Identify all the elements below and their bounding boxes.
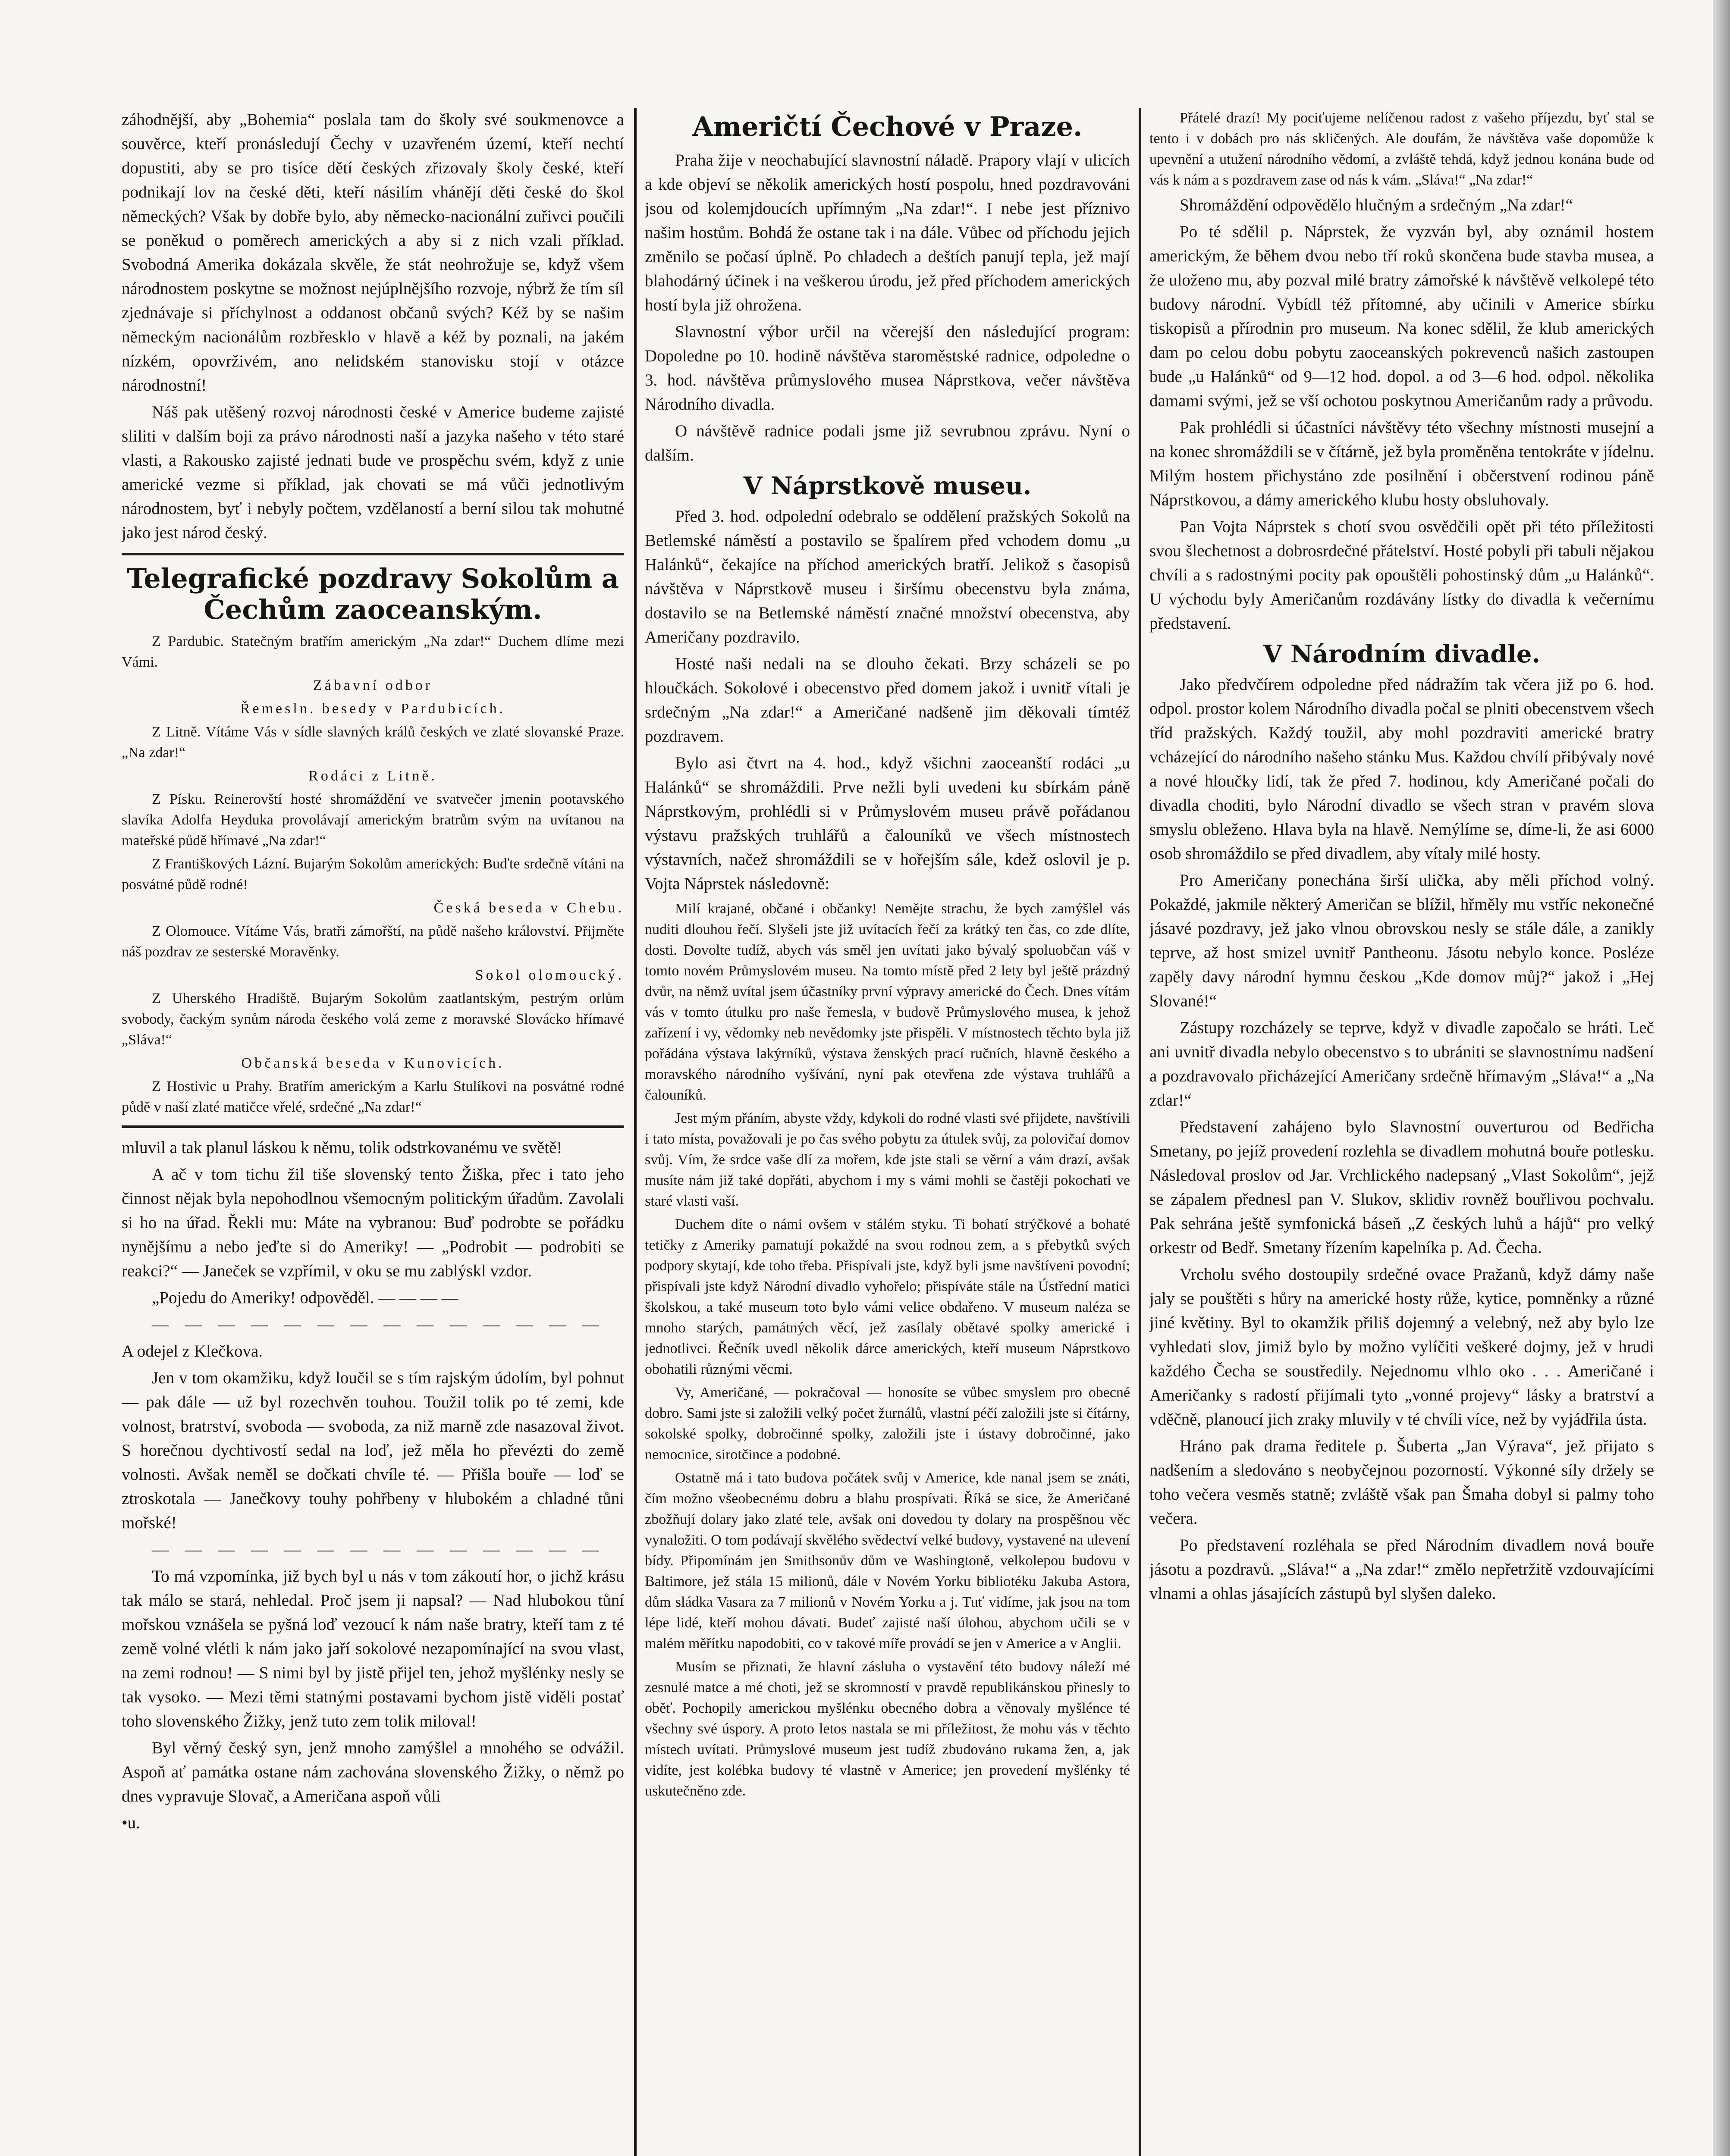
speech-paragraph: Duchem díte o námi ovšem v stálém styku. Ti bohatí strýčkové a bohaté tetičky z Ameriky pamatují pokaždé na svou rodnou zem, a s přebytků svých podpory skytají, kde toho třeba. Přispívali jste, když byli jsme navštíveni povodní; přispívali jste když Národní divadlo vyhořelo; přispíváte stále na Ústřední matici školskou, a také museum toto bylo vámi velice obdařeno. V museum naléza se mnoho starých, památných věcí, jež zasílaly obětavé spolky americké i jednotlivci. Řečník uvedl několik dárce amerických, kteří museum Náprstkovo obohatili různými věcmi. (645, 1216, 1130, 1377)
feuilleton-paragraph: A ač v tom tichu žil tiše slovenský tento Žiška, přec i tato jeho činnost nějak byla nepohodlnou všemocným politickým úřadům. Zavolali si ho na úřad. Řekli mu: Máte na vybranou: Buď podrobte se pořádku nynějšímu a nebo jeďte si do Ameriky! — „Podrobit — podrobiti se reakci?“ — Janeček se vzpřímil, v oku se mu zablýskl vzdor. (122, 1165, 624, 1280)
feuilleton-paragraph: Byl věrný český syn, jenž mnoho zamýšlel a mnohého se odvážil. Aspoň ať památka ostane nám zachována slovenského Žižky, o němž po dnes vypravuje Slovač, a Američana aspoň vůli (122, 1739, 624, 1805)
telegram-section-heading: Telegrafické pozdravy Sokolům a Čechům zaoceanským. (127, 563, 619, 625)
dash-separator: — — — — — — — — — — — — — — (152, 1315, 605, 1334)
telegram-entry: Z Hostivic u Prahy. Bratřím americkým a Karlu Stulíkovi na posvátné rodné půdě v naší zlaté matičce vřelé, srdečné „Na zdar!“ (122, 1078, 624, 1115)
dash-separator: — — — — — — — — — — — — — — (152, 1540, 605, 1559)
feuilleton-paragraph: Jen v tom okamžiku, když loučil se s tím rajským údolím, byl pohnut — pak dále — už byl rozechvěn touhou. Toužil tolik po té zemi, kde volnost, bratrství, svoboda — svoboda, za niž marně zde nasazoval život. S horečnou dychtivostí sedal na loď, jež měla ho převézti do země volnosti. Avšak neměl se dočkati chvíle té. — Přišla bouře — loď se ztroskotala — Janečkovy touhy pohřbeny v hlubokém a chladné tůni mořské! (122, 1369, 624, 1532)
feuilleton-paragraph: mluvil a tak planul láskou k němu, tolik odstrkovanému ve světě! (122, 1138, 562, 1157)
column-rule-1 (634, 108, 637, 2156)
speech-paragraph: Přátelé drazí! My pociťujeme nelíčenou radost z vašeho příjezdu, byť stal se tento i v dobách pro nás skličených. Ale doufám, že návštěva vaše dopomůže k upevnění a utužení národního vědomí, a zvláště tehdá, když jednou konána bude od vás k nám a s pozdravem zase od nás k vám. „Sláva!“ „Na zdar!“ (1149, 110, 1654, 188)
article-paragraph: Shromáždění odpovědělo hlučným a srdečným „Na zdar!“ (1180, 196, 1573, 214)
section-subheading: V Národním divadle. (1263, 640, 1540, 668)
telegram-signature: Rodáci z Litně. (308, 768, 437, 784)
section-divider-rule (122, 1125, 624, 1128)
article-continuation-paragraph: záhodnější, aby „Bohemia“ poslala tam do školy své soukmenovce a souvěrce, kteří pronásledují Čechy v uzavřeném území, kteří nechtí dopustiti, aby se pro tisíce dětí českých zřizovaly školy české, kteří podnikají lov na české děti, kteří násilím vhánějí děti české do škol německých? Však by dobře bylo, aby německo-nacionální zuřivci poučili se poněkud o poměrech amerických a aby si z nich vzali příklad. Svobodná Amerika dokázala skvěle, že stát neohrožuje se, když všem národnostem poskytne se možnost nejúplnějšího rozvoje, nýbrž že tím síl zjednávaje si příchylnost a oddanost občanů svých? Kéž by se našim německým nacionálům rozbřesklo v hlavě a kéž by poznali, na jakém nízkém, opovrživém, ano nelidském stanovisku stojí v otázce národnostní! (122, 110, 624, 395)
article-paragraph: Hosté naši nedali na se dlouho čekati. Brzy scházeli se po hloučkách. Sokolové i obecenstvo před domem jakož i uvnitř vítali je srdečným „Na zdar!“ a Američané nadšeně jim děkovali tímtéž pozdravem. (645, 655, 1130, 746)
article-paragraph: Bylo asi čtvrt na 4. hod., když všichni zaoceanští rodáci „u Halánků“ se shromáždili. Prve nežli byli uvedeni ku sbírkám páně Náprstkovým, prohlédli si v Průmyslovém museu právě pořádanou výstavu pražských truhlářů a čalouníků ve všech místnostech výstavních, načež shromáždili se v hořejším sále, kdež oslovil je p. Vojta Náprstek následovně: (645, 754, 1130, 893)
column-divider-rule (122, 553, 624, 555)
article-headline: Američtí Čechové v Praze. (692, 111, 1083, 142)
telegram-entry: Z Litně. Vítáme Vás v sídle slavných králů českých ve zlaté slovanské Praze. „Na zdar!“ (122, 724, 624, 761)
telegram-signature: Řemesln. besedy v Pardubicích. (240, 701, 506, 717)
speech-paragraph: Milí krajané, občané i občanky! Nemějte strachu, že bych zamýšlel vás nuditi dlouhou řečí. Slyšeli jste již uvítacích řečí za krátký ten čas, co zde dlíte, dosti. Dovolte tudíž, abych vás směl jen uvítati jako bývalý spoluobčan váš v tomto novém Průmyslovém museu. Na tomto místě před 2 lety byl ještě prázdný dvůr, na němž uvítal jsem účastníky první výpravy americké do Čech. Dnes vítám vás v tomto útulku pro naše řemesla, v budově Průmyslového musea, k jehož zařízení i vy, vědomky neb nevědomky jste přispěli. V místnostech těchto byla již pořádána výstava lakýrníků, výstava ženských prací ručních, hlavně českého a moravského národního vyšívání, nyní pak otevřena zde výstava truhlářů a čalouníků. (645, 901, 1130, 1103)
article-paragraph: Vrcholu svého dostoupily srdečné ovace Pražanů, když dámy naše jaly se pouštěti s hůry na americké hosty růže, kytice, pomněnky a různé jiné květiny. Byl to okamžik přiliš dojemný a velebný, než aby bylo lze vyhledati slov, jimiž bylo by možno vylíčiti veškeré dojmy, jež v hrudi každého Čecha se soustředily. Nejednomu vlhlo oko . . . Američané i Američanky s radostí přijímali tyto „vonné projevy“ lásky a bratrství a vděčně, planoucí jich zraky mluvily v té chvíli více, než by vyjádřila ústa. (1149, 1265, 1654, 1429)
column-rule-2 (1139, 108, 1141, 2156)
telegram-entry: Z Pardubic. Statečným bratřím americkým „Na zdar!“ Duchem dlíme mezi Vámi. (122, 633, 624, 670)
telegram-entry: Z Písku. Reinerovští hosté shromáždění ve svatvečer jmenin pootavského slavíka Adolfa Heyduka provolávají americkým bratrům svým na uvítanou na mateřské půdě hřímavé „Na zdar!“ (122, 791, 624, 849)
telegram-signature: Občanská beseda v Kunovicích. (241, 1055, 505, 1071)
feuilleton-paragraph: To má vzpomínka, již bych byl u nás v tom zákoutí hor, o jichž krásu tak málo se stará, nehledal. Proč jsem ji napsal? — Nad hlubokou tůní mořskou vznášela se pyšná loď vezoucí k nám naše bratry, kteří tam z té země volné vlétli k nám jako jaří sokolové nezapomínající na svou vlast, na zemi rodnou! — S nimi byl by jistě přijel ten, jehož myšlénky nesly se tak vysoko. — Mezi těmi statnými postavami bychom jistě viděli postať toho slovenského Žižky, jenž tuto zem tolik miloval! (122, 1567, 624, 1730)
article-paragraph: Jako předvčírem odpoledne před nádražím tak včera již po 6. hod. odpol. prostor kolem Národního divadla počal se plniti obecenstvem všech tříd pražských. Každý toužil, aby mohl pozdraviti americké bratry vcházející do národního našeho stánku Mus. Každou chvílí přibývaly nové a nové hloučky lidí, tak že před 7. hodinou, kdy Američané počali do divadla choditi, bylo Národní divadlo se všech stran v pravém slova smyslu obleženo. Hlava byla na hlavě. Nemýlíme se, díme-li, že asi 6000 osob shromáždilo se před divadlem, aby vítaly milé hosty. (1149, 675, 1654, 863)
speech-paragraph: Jest mým přáním, abyste vždy, kdykoli do rodné vlasti své přijdete, navštívili i tato místa, považovali je po čas svého pobytu za útulek svůj, za polovičaí domov svůj. Vím, že srdce vaše dlí za mořem, kde jste stali se věrní a vám drazí, avšak musíte nám již také dopřáti, abychom i my s vámi mohli se častěji pokochati ve staré vlasti vaší. (645, 1110, 1130, 1209)
speech-paragraph: Vy, Američané, — pokračoval — honosíte se vůbec smyslem pro obecné dobro. Sami jste si založili velký počet žurnálů, vlastní péčí založili jste si čítárny, sokolské spolky, dobročinné spolky, založili jste i ústavy dobročinné, jako nemocnice, sirotčince a podobné. (645, 1385, 1130, 1463)
section-subheading: V Náprstkově museu. (743, 472, 1032, 500)
article-paragraph: Zástupy rozcházely se teprve, když v divadle započalo se hráti. Leč ani uvnitř divadla nebylo obecenstvo s to ubrániti se slavnostnímu nadšení a pozdravovalo přicházející Američany srdečně hřímavým „Sláva!“ a „Na zdar!“ (1149, 1018, 1654, 1109)
article-paragraph: Praha žije v neochabující slavnostní náladě. Prapory vlají v ulicích a kde objeví se několik amerických hostí pospolu, hned pozdravováni jsou od kolemjdoucích upřímným „Na zdar!“. I nebe jest příznivo našim hostům. Bohdá že ostane tak i na dále. Vůbec od příchodu jejich změnilo se počasí úplně. Po chladech a deštích panují tepla, jež mají blahodárný účinek i na veškerou úrodu, jež před příchodem amerických hostí byla již ohrožena. (645, 151, 1130, 314)
telegram-entry: Z Olomouce. Vítáme Vás, bratři zámořští, na půdě našeho království. Přijměte náš pozdrav ze sesterské Moravěnky. (122, 923, 624, 960)
telegram-entry: Z Františkových Lázní. Bujarým Sokolům amerických: Buďte srdečně vítáni na posvátné půdě rodné! (122, 856, 624, 893)
article-paragraph: Slavnostní výbor určil na včerejší den následující program: Dopoledne po 10. hodině návštěva staroměstské radnice, odpoledne o 3. hod. návštěva průmyslového musea Náprstkova, večer návštěva Národního divadla. (645, 323, 1130, 414)
article-paragraph: Pak prohlédli si účastníci návštěvy této všechny místnosti musejní a na konec shromáždili se v čítárně, jež byla proměněna tentokráte v jídelnu. Milým hostem přichystáno zde posilnění i občerstvení rodinou páně Náprstkovou, a dámy amerického klubu hosty obsluhovaly. (1149, 418, 1654, 509)
article-paragraph: Pan Vojta Náprstek s chotí svou osvědčili opět při této příležitosti svou šlechetnost a dobrosrdečné přátelství. Hosté pobyli při tabuli nějakou chvíli a s radostnými pocity pak opouštěli pohostinský dům „u Halánků“. U východu byly Američanům rozdávány lístky do divadla k večernímu představení. (1149, 517, 1654, 633)
article-paragraph: Po té sdělil p. Náprstek, že vyzván byl, aby oznámil hostem americkým, že během dvou nebo tří roků skončena bude stavba musea, a že uloženo mu, aby pozval milé bratry zámořské k návštěvě velkolepé této budovy národní. Vybídl též přítomné, aby učinili v Americe sbírku tiskopisů a přírodnin pro museum. Na konec sdělil, že klub amerických dam po celou dobu pobytu zaoceanských pokrevenců našich zastoupen bude „u Halánků“ od 9—12 hod. dopol. a od 3—6 hod. odpol. několika damami svými, jež se vší ochotou poskytnou Američanům rady a průvodu. (1149, 222, 1654, 410)
telegram-signature: Zábavní odbor (313, 677, 433, 693)
feuilleton-end-mark: •u. (122, 1814, 140, 1832)
column-left (122, 108, 624, 2156)
column-right (1149, 108, 1654, 2156)
speech-paragraph: Musím se přiznati, že hlavní zásluha o vystavění této budovy náleží mé zesnulé matce a mé choti, jež se skromností v pravdě republikánskou přinesly to oběť. Pochopily americkou myšlénku obecného dobra a věnovaly myšlénce té všechny své úspory. A proto letos nastala se mi příležitost, že mohu vás v těchto místech uvítati. Průmyslové museum jest tudíž zbudováno rukama žen, a, jak vidíte, jest kolébka budovy té vlastně v Americe; jen provedení myšlénky té uskutečněno zde. (645, 1659, 1130, 1799)
article-paragraph: Pro Američany ponechána širší ulička, aby měli příchod volný. Pokaždé, jakmile některý Američan se blížil, hřměly mu vstříc nekonečné jásavé pozdravy, jež jako vlnou obrovskou nesly se stále dále, a zanikly teprve, až host smizel uvnitř Pantheonu. Jásotu nebylo konce. Posléze zapěly davy národní hymnu českou „Kde domov můj?“ jakož i „Hej Slované!“ (1149, 871, 1654, 1010)
telegram-signature: Sokol olomoucký. (475, 967, 624, 983)
article-paragraph: Před 3. hod. odpolední odebralo se oddělení pražských Sokolů na Betlemské náměstí a postavilo se špalírem před vchodem domu „u Halánků“, čekajíce na příchod amerických bratří. Jelikož s časopisů návštěva v Náprstkově museu i širšímu obecenstvu byla známa, dostavilo se na Betlemské náměstí značné množství obecenstva, aby Američany pozdravilo. (645, 507, 1130, 646)
article-paragraph: Náš pak utěšený rozvoj národnosti české v Americe budeme zajisté sliliti v dalším boji za právo národnosti naší a jazyka našeho v této staré vlasti, a Rakousko zajisté jednati bude ve prospěchu svém, když z unie americké vezme si příklad, jak chovati se má vůči jednotlivým národnostem, byť i nebyly počtem, vzdělaností a berní silou tak mohutné jako jest národ český. (122, 403, 624, 542)
article-paragraph: Představení zahájeno bylo Slavnostní ouverturou od Bedřicha Smetany, po jejíž provedení rozlehla se divadlem mohutná bouře potlesku. Následoval proslov od Jar. Vrchlického nadepsaný „Vlast Sokolům“, jejž se zápalem přednesl pan V. Slukov, sklidiv rovněž bouřlivou pochvalu. Pak sehrána ještě symfonická báseň „Z českých luhů a hájů“ pro velký orkestr od Bedř. Smetany řízením kapelníka p. Ad. Čecha. (1149, 1118, 1654, 1257)
article-paragraph: O návštěvě radnice podali jsme již sevrubnou zprávu. Nyní o dalším. (645, 422, 1130, 464)
feuilleton-paragraph: „Pojedu do Ameriky! odpověděl. — — — — (152, 1288, 458, 1307)
scan-page-edge (1713, 0, 1730, 2156)
speech-paragraph: Ostatně má i tato budova počátek svůj v Americe, kde nanal jsem se znáti, čím možno všeobecnému dobru a blahu prospívati. Říká se sice, že Američané zbožňují dolary jako zlaté tele, avšak oni dovedou ty dolary na prospěšnou věc vynaložiti. O tom podávají skvělého svědectví velké budovy, vystavené na ulevení bídy. Připomínám jen Smithsonův dům ve Washingtoně, velkolepou budovu v Baltimore, jež stála 15 milionů, dále v Novém Yorku bibliotéku Jakuba Astora, dům sládka Vasara za 7 milionů v Novém Yorku a j. Tuť vidíme, jak jsou na tom lépe lidé, kteří mohou dávati. Budeť zajisté naší úlohou, abychom učili se v malém měřítku napodobiti, co v takové míře provádí se jen v Americe a v Anglii. (645, 1470, 1130, 1651)
article-paragraph: Hráno pak drama ředitele p. Šuberta „Jan Výrava“, jež přijato s nadšením a sledováno s neobyčejnou pozorností. Výkonné síly držely se toho večera vesměs statně; zvláště však pan Šmaha dobyl si palmy toho večera. (1149, 1437, 1654, 1528)
telegram-entry: Z Uherského Hradiště. Bujarým Sokolům zaatlantským, pestrým orlům svobody, čackým synům národa českého volá zeme z moravské Slovácko hřímavé „Sláva!“ (122, 990, 624, 1048)
feuilleton-paragraph: A odejel z Klečkova. (122, 1342, 263, 1360)
column-middle (645, 108, 1130, 2156)
article-paragraph: Po představení rozléhala se před Národním divadlem nová bouře jásotu a pozdravů. „Sláva!“ a „Na zdar!“ změlo nepřetržitě vzdouvajícími vlnami a ohlas jásajících zástupů byl slyšen daleko. (1149, 1536, 1654, 1603)
telegram-signature: Česká beseda v Chebu. (433, 900, 624, 916)
